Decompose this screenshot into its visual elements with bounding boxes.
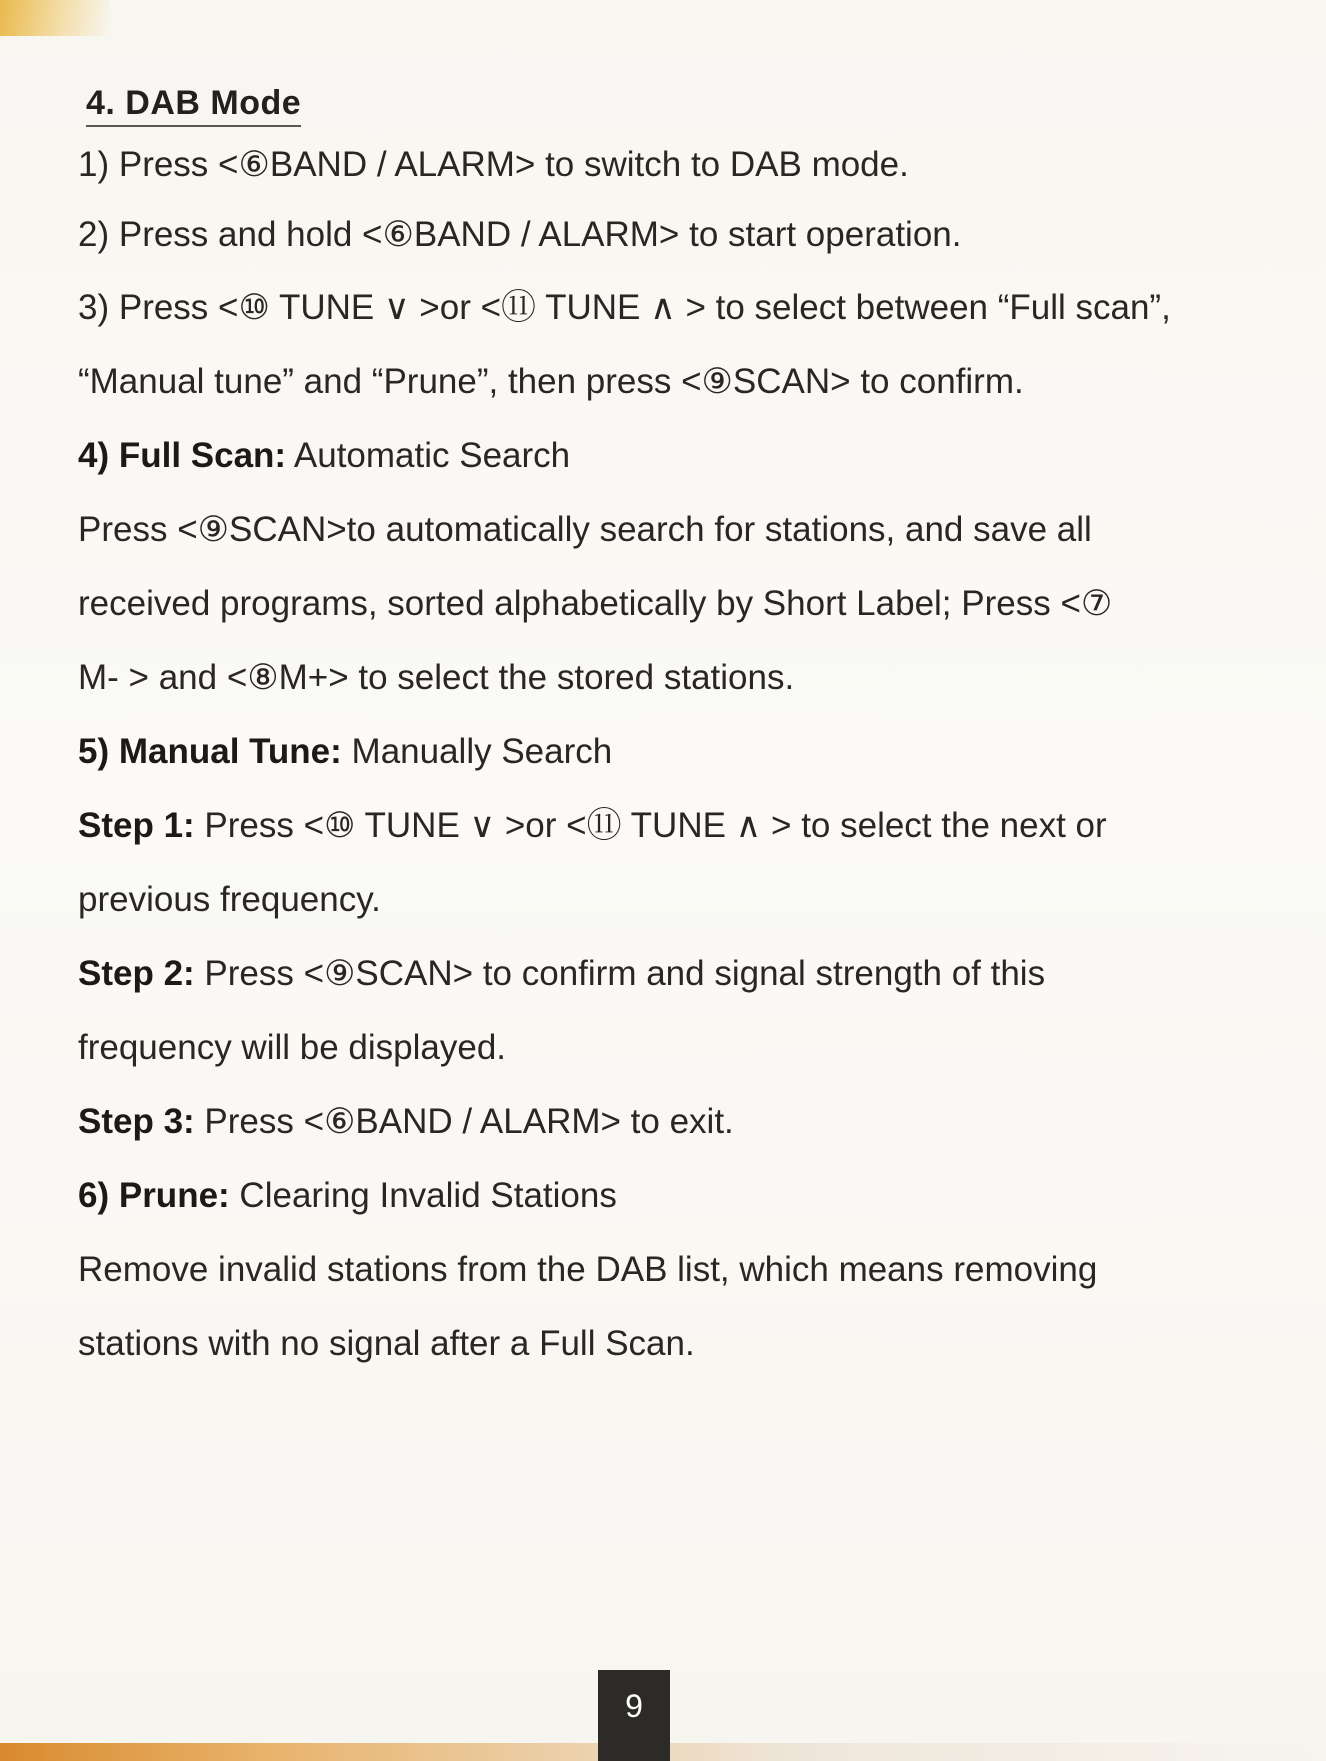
full-scan-text-3: M- > and <⑧M+> to select the stored stations. bbox=[78, 658, 795, 697]
prune-text-2: stations with no signal after a Full Scan. bbox=[78, 1324, 695, 1363]
manual-step-3-text: Press <⑥BAND / ALARM> to exit. bbox=[194, 1102, 734, 1141]
section-title: 4. DAB Mode bbox=[86, 84, 301, 127]
full-scan-label: 4) Full Scan: bbox=[78, 436, 287, 475]
manual-step-3 bbox=[78, 1100, 734, 1144]
manual-step-1-continuation: previous frequency. bbox=[78, 880, 381, 919]
full-scan-subtitle: Automatic Search bbox=[286, 436, 571, 475]
manual-step-2-continuation: frequency will be displayed. bbox=[78, 1028, 507, 1067]
prune-label: 6) Prune: bbox=[78, 1176, 230, 1215]
prune-subtitle: Clearing Invalid Stations bbox=[229, 1176, 617, 1215]
full-scan-text-1: Press <⑨SCAN>to automatically search for stations, and save all bbox=[78, 510, 1092, 549]
manual-step-1-text: Press <⑩ TUNE ∨ >or <⑪ TUNE ∧ > to select the next or bbox=[194, 806, 1107, 845]
manual-step-3-label: Step 3: bbox=[78, 1102, 195, 1141]
step-1-line: 1) Press <⑥BAND / ALARM> to switch to DAB mode. bbox=[78, 145, 909, 184]
prune-heading bbox=[78, 1174, 617, 1218]
manual-step-1 bbox=[78, 804, 1107, 848]
step-3-continuation: “Manual tune” and “Prune”, then press <⑨SCAN> to confirm. bbox=[78, 362, 1024, 401]
step-2-line: 2) Press and hold <⑥BAND / ALARM> to start operation. bbox=[78, 215, 962, 254]
manual-step-2-text: Press <⑨SCAN> to confirm and signal strength of this bbox=[194, 954, 1046, 993]
prune-text-1: Remove invalid stations from the DAB list, which means removing bbox=[78, 1250, 1098, 1289]
manual-tune-heading bbox=[78, 730, 612, 774]
full-scan-text-2: received programs, sorted alphabetically by Short Label; Press <⑦ bbox=[78, 584, 1113, 623]
manual-tune-subtitle: Manually Search bbox=[341, 732, 613, 771]
page-number: 9 bbox=[598, 1670, 670, 1761]
manual-step-2 bbox=[78, 952, 1045, 996]
step-3-line: 3) Press <⑩ TUNE ∨ >or <⑪ TUNE ∧ > to select between “Full scan”, bbox=[78, 288, 1171, 327]
full-scan-heading bbox=[78, 434, 570, 478]
manual-tune-label: 5) Manual Tune: bbox=[78, 732, 342, 771]
page-edge-top bbox=[0, 0, 110, 36]
manual-step-1-label: Step 1: bbox=[78, 806, 195, 845]
manual-step-2-label: Step 2: bbox=[78, 954, 195, 993]
